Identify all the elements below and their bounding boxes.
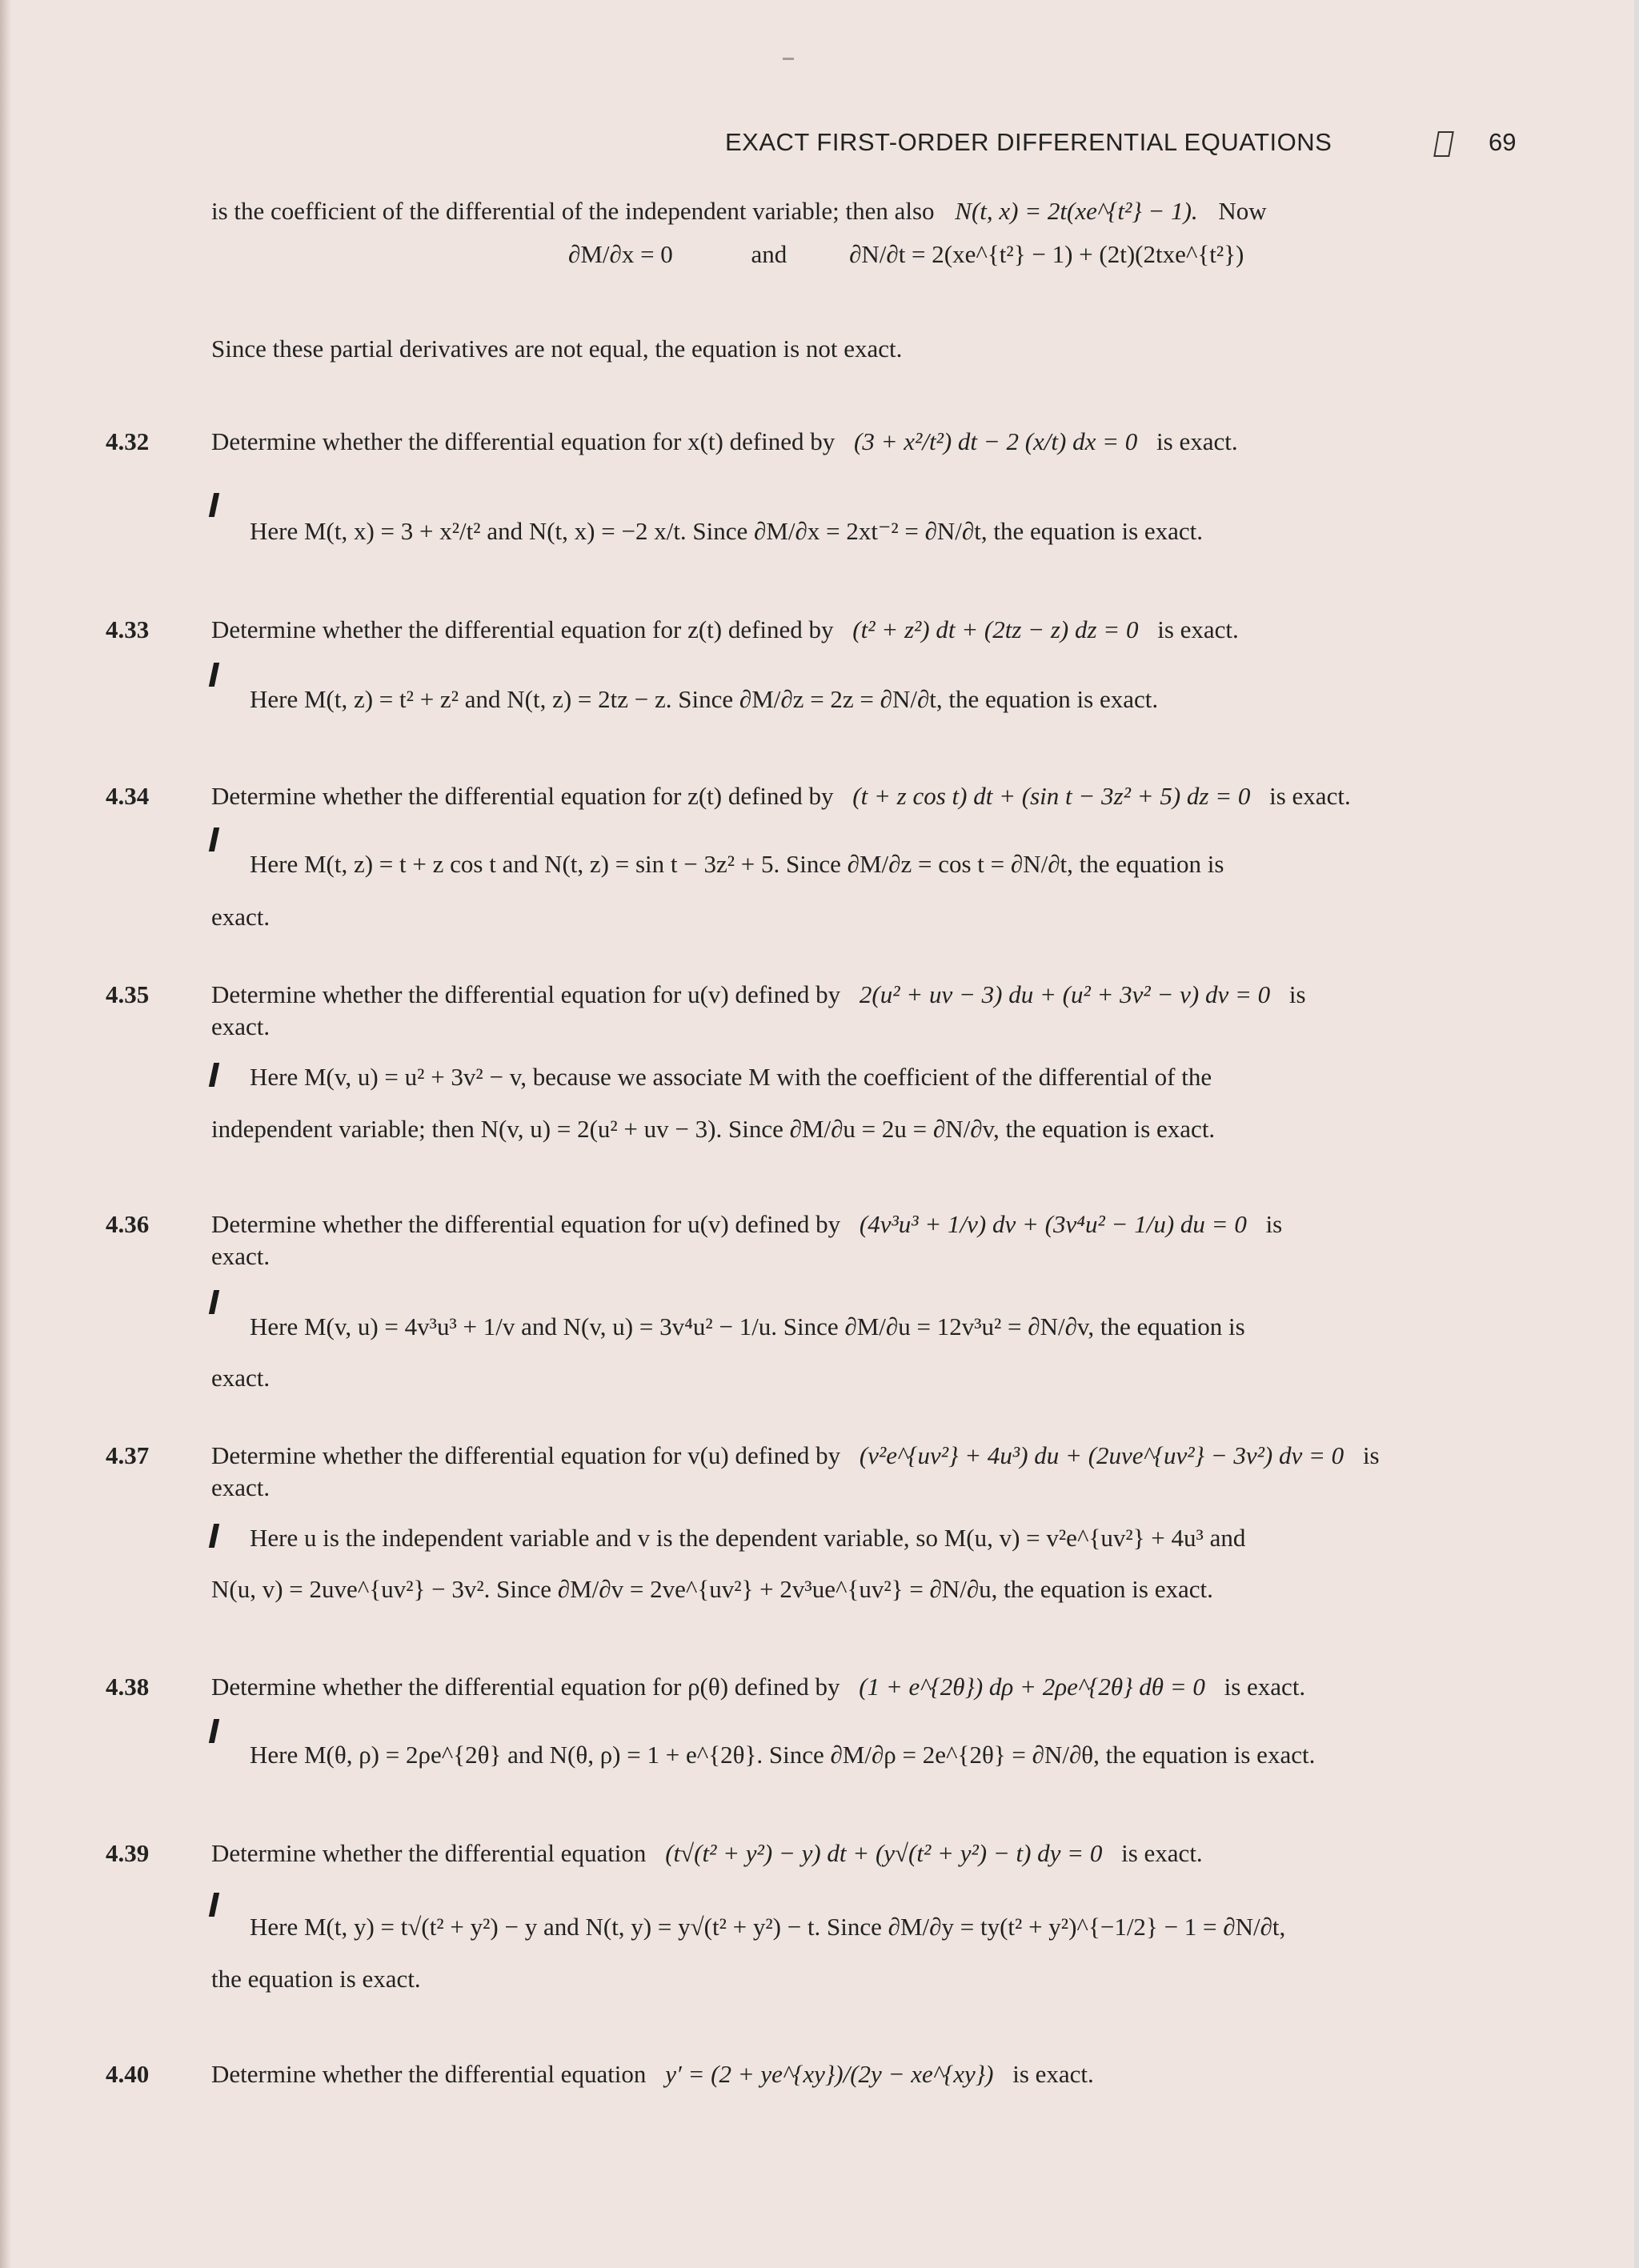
question-math: (4v³u³ + 1/v) dv + (3v⁴u² − 1/u) du = 0 [859,1210,1247,1238]
problem-question [211,615,1239,644]
question-text: Determine whether the differential equation [211,1839,647,1867]
solution-marker-icon [209,1893,219,1917]
question-text: Determine whether the differential equation for z(t) defined by [211,615,834,643]
solution-marker-icon [209,1524,219,1548]
solution-text: Here M(v, u) = u² + 3v² − v, because we associate M with the coefficient of the differential of the [250,1063,1212,1091]
problem-number: 4.36 [106,1210,150,1238]
question-wrap: exact. [211,1242,270,1270]
question-text: Determine whether the differential equation for u(v) defined by [211,1210,841,1238]
question-end: is [1288,980,1306,1008]
question-math: (t² + z²) dt + (2tz − z) dz = 0 [852,615,1139,643]
problem-question [211,1210,1282,1239]
page-right-edge [1634,0,1639,2268]
solution-text: Here M(t, z) = t² + z² and N(t, z) = 2tz − z. Since ∂M/∂z = 2z = ∂N/∂t, the equation is exact. [250,685,1159,713]
solution-marker-icon [209,827,219,852]
question-math: y′ = (2 + ye^{xy})/(2y − xe^{xy}) [665,2060,994,2088]
intro-line [211,197,1267,226]
problem-number: 4.32 [106,427,150,455]
header-title: EXACT FIRST-ORDER DIFFERENTIAL EQUATIONS [725,128,1332,156]
solution-text: Here M(t, x) = 3 + x²/t² and N(t, x) = −2 x/t. Since ∂M/∂x = 2xt⁻² = ∂N/∂t, the equation is exact. [250,517,1204,545]
problem-number: 4.34 [106,782,150,810]
intro-conclusion: Since these partial derivatives are not equal, the equation is not exact. [211,335,903,363]
question-math: (1 + e^{2θ}) dρ + 2ρe^{2θ} dθ = 0 [859,1673,1205,1701]
solution-marker-icon [209,1290,219,1314]
solution-marker-icon [209,1063,219,1087]
solution-marker-icon [209,1719,219,1743]
problem-number: 4.39 [106,1839,150,1867]
problem-number: 4.33 [106,615,150,643]
question-math: (3 + x²/t²) dt − 2 (x/t) dx = 0 [854,427,1138,455]
question-math: (t√(t² + y²) − y) dt + (y√(t² + y²) − t) dy = 0 [665,1839,1103,1867]
problem-number: 4.37 [106,1441,150,1469]
question-end: is [1265,1210,1283,1238]
solution-text-end: N(u, v) = 2uve^{uv²} − 3v². Since ∂M/∂v = 2ve^{uv²} + 2v³ue^{uv²} = ∂N/∂u, the equation is exact. [211,1575,1213,1603]
question-text: Determine whether the differential equation for u(v) defined by [211,980,841,1008]
problem-question [211,1839,1203,1868]
question-text: Determine whether the differential equation for x(t) defined by [211,427,836,455]
question-end: is exact. [1224,1673,1306,1701]
question-wrap: exact. [211,1012,270,1040]
question-text: Determine whether the differential equation [211,2060,647,2088]
problem-question [211,1673,1305,1701]
solution-text-end: independent variable; then N(v, u) = 2(u² + uv − 3). Since ∂M/∂u = 2u = ∂N/∂v, the equation is exact. [211,1115,1216,1143]
header-box-icon [1433,131,1454,157]
question-text: Determine whether the differential equation for v(u) defined by [211,1441,841,1469]
scan-mark [783,58,794,60]
question-end: is exact. [1012,2060,1094,2088]
intro-eq-left: ∂M/∂x = 0 [568,240,673,268]
problem-number: 4.35 [106,980,150,1008]
problem-number: 4.40 [106,2060,150,2088]
problem-question [211,2060,1094,2089]
intro-math: N(t, x) = 2t(xe^{t²} − 1). [955,197,1198,225]
question-text: Determine whether the differential equation for ρ(θ) defined by [211,1673,840,1701]
question-math: (v²e^{uv²} + 4u³) du + (2uve^{uv²} − 3v²) dv = 0 [859,1441,1344,1469]
page-number: 69 [1489,128,1517,156]
solution-text-end: exact. [211,903,270,931]
solution-text: Here M(θ, ρ) = 2ρe^{2θ} and N(θ, ρ) = 1 + e^{2θ}. Since ∂M/∂ρ = 2e^{2θ} = ∂N/∂θ, the equation is exact. [250,1741,1316,1769]
question-math: (t + z cos t) dt + (sin t − 3z² + 5) dz = 0 [852,782,1251,810]
intro-text: is the coefficient of the differential of the independent variable; then also [211,197,935,225]
question-math: 2(u² + uv − 3) du + (u² + 3v² − v) dv = 0 [859,980,1271,1008]
problem-question [211,782,1351,811]
solution-text: Here M(t, y) = t√(t² + y²) − y and N(t, y) = y√(t² + y²) − t. Since ∂M/∂y = ty(t² + y²)^{−1/2} − 1 = ∂N/∂t, [250,1913,1286,1941]
solution-text: Here M(v, u) = 4v³u³ + 1/v and N(v, u) = 3v⁴u² − 1/u. Since ∂M/∂u = 12v³u² = ∂N/∂v, the equation is [250,1312,1245,1340]
question-end: is exact. [1269,782,1351,810]
solution-text-end: exact. [211,1364,270,1392]
problem-question [211,1441,1380,1470]
solution-text-end: the equation is exact. [211,1965,421,1993]
problem-question [211,980,1306,1009]
intro-equation [568,240,1244,269]
solution-text: Here M(t, z) = t + z cos t and N(t, z) = sin t − 3z² + 5. Since ∂M/∂z = cos t = ∂N/∂t, the equation is [250,850,1224,878]
running-header [725,128,1521,162]
intro-eq-and: and [751,240,787,268]
problem-number: 4.38 [106,1673,150,1701]
question-end: is exact. [1157,615,1239,643]
problem-question [211,427,1238,456]
question-text: Determine whether the differential equation for z(t) defined by [211,782,834,810]
question-end: is [1362,1441,1380,1469]
solution-marker-icon [209,663,219,687]
solution-text: Here u is the independent variable and v is the dependent variable, so M(u, v) = v²e^{uv²} + 4u³ and [250,1524,1246,1552]
intro-now: Now [1218,197,1267,225]
intro-eq-right: ∂N/∂t = 2(xe^{t²} − 1) + (2t)(2txe^{t²}) [849,240,1244,268]
question-end: is exact. [1121,1839,1203,1867]
question-end: is exact. [1156,427,1238,455]
solution-marker-icon [209,493,219,517]
question-wrap: exact. [211,1473,270,1501]
page-edge-shadow [0,0,11,2268]
